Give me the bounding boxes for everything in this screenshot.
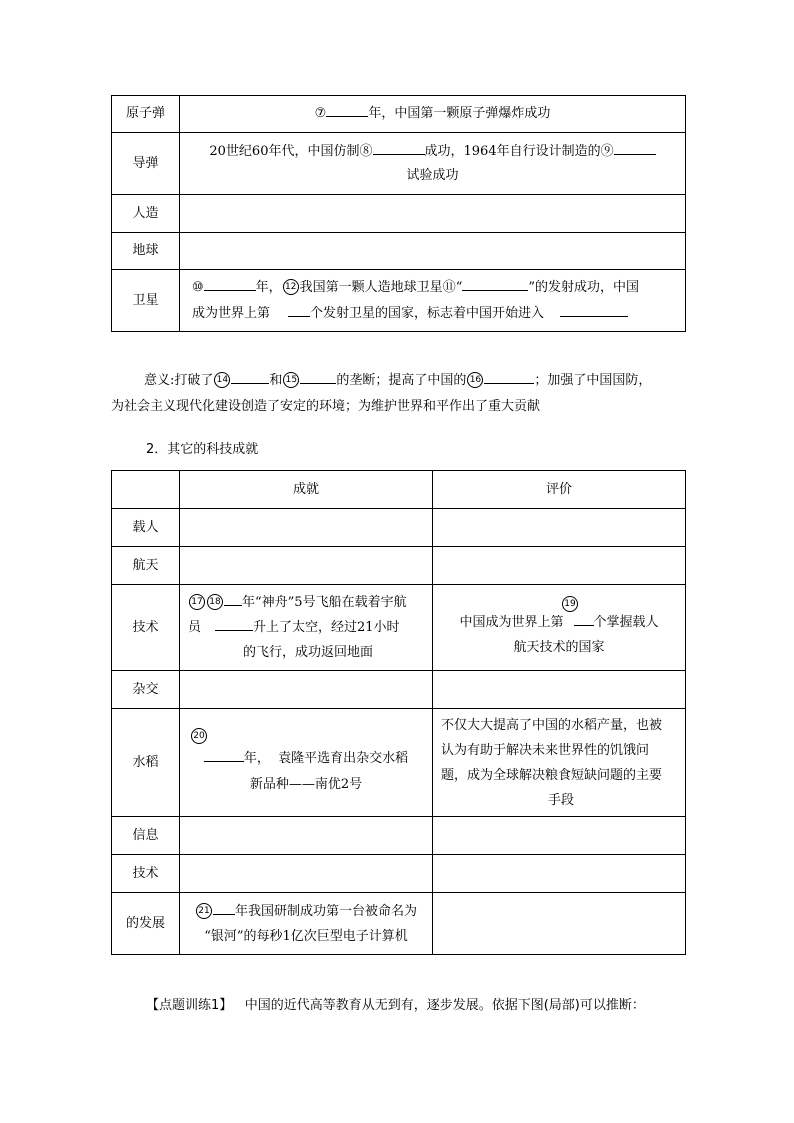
number-15: 15 (283, 372, 299, 388)
rice-eval-line-2: 认为有助于解决未来世界性的饥饿问 (441, 742, 650, 758)
satellite-cell (180, 270, 686, 332)
empty-cell (433, 817, 686, 855)
empty-cell (433, 547, 686, 585)
rice-text-3: 新品种——南优2号 (249, 776, 363, 792)
significance-paragraph (111, 368, 691, 420)
sat-text-6: 个发射卫星的国家，标志着中国开始进入 (310, 305, 545, 321)
number-18: 18 (207, 594, 223, 610)
blank-14 (231, 368, 269, 384)
number-16: 16 (467, 372, 483, 388)
empty-cell (433, 855, 686, 893)
missile-cell (180, 133, 686, 195)
row-label-rice-2: 水稻 (112, 709, 180, 817)
manned-evaluation-cell (433, 585, 686, 671)
para-text-c: 的垄断；提高了中国的 (336, 373, 467, 388)
blank-18 (215, 615, 253, 631)
empty-cell (433, 671, 686, 709)
missile-text-b: 成功，1964年自行设计制造的 (424, 144, 601, 159)
manned-achievement-cell (180, 585, 433, 671)
empty-cell (180, 671, 433, 709)
manned-text-2: 员 (188, 620, 202, 635)
manned-eval-text-c: 航天技术的国家 (513, 639, 605, 655)
atomic-bomb-text: 年，中国第一颗原子弹爆炸成功 (368, 106, 551, 121)
row-label-info-1: 信息 (112, 817, 180, 855)
blank-16 (484, 368, 534, 384)
blank-8 (373, 139, 425, 155)
missile-text-line2: 试验成功 (406, 168, 459, 183)
empty-cell (180, 855, 433, 893)
empty-cell (180, 547, 433, 585)
practice-question (146, 993, 706, 1019)
blank-20 (204, 746, 244, 762)
atomic-bomb-cell (180, 96, 686, 133)
blank-sat-end (560, 301, 628, 317)
missile-text-a: 20世纪60年代，中国仿制 (209, 144, 360, 159)
number-12: 12 (283, 279, 299, 295)
number-10: ⑩ (192, 279, 204, 295)
empty-cell (180, 817, 433, 855)
rice-eval-line-4: 手段 (547, 792, 574, 808)
info-text-1: 年我国研制成功第一台被命名为 (234, 903, 417, 919)
satellite-empty-2 (180, 233, 686, 270)
para-line-2: 为社会主义现代化建设创造了安定的环境；为维护世界和平作出了重大贡献 (111, 399, 541, 414)
row-label-satellite-2: 地球 (112, 233, 180, 270)
rice-eval-line-3: 题，成为全球解决粮食短缺问题的主要 (441, 767, 663, 783)
para-text-d: ；加强了中国国防， (534, 373, 652, 388)
sat-text-2: 我国第一颗人造地球卫星 (299, 279, 443, 295)
manned-text-4: 的飞行，成功返回地面 (242, 645, 373, 660)
row-label-rice-1: 杂交 (112, 671, 180, 709)
rice-achievement-cell (180, 709, 433, 817)
row-label-manned-1: 载人 (112, 509, 180, 547)
blank-17 (224, 590, 242, 606)
row-label-manned-2: 航天 (112, 547, 180, 585)
sat-text-5: 成为世界上第 (192, 305, 271, 321)
practice-text: 中国的近代高等教育从无到有，逐步发展。依据下图(局部)可以推断： (244, 998, 645, 1013)
row-label-info-2: 技术 (112, 855, 180, 893)
info-achievement-cell (180, 893, 433, 955)
number-20: 20 (191, 728, 207, 744)
blank-13 (288, 301, 310, 317)
manned-text-1: 年“神舟”5号飞船在载着宇航 (242, 595, 407, 610)
rice-text-2: 袁隆平选育出杂交水稻 (278, 750, 409, 766)
blank-11 (462, 275, 528, 291)
number-19: 19 (562, 596, 578, 612)
rice-evaluation-cell (433, 709, 686, 817)
achievement-table-1 (111, 95, 686, 332)
blank-19 (574, 610, 594, 626)
satellite-empty-1 (180, 195, 686, 233)
rice-eval-line-1: 不仅大大提高了中国的水稻产量，也被 (441, 717, 663, 733)
sat-text-1: 年， (255, 279, 282, 295)
number-9: ⑨ (600, 144, 614, 159)
blank-7 (326, 101, 368, 117)
number-11: ⑪ (442, 279, 456, 295)
row-label-missile: 导弹 (112, 133, 180, 195)
header-evaluation: 评价 (433, 471, 686, 509)
row-label-satellite-3: 卫星 (112, 270, 180, 332)
number-21: 21 (196, 903, 212, 919)
para-text-a: 意义:打破了 (144, 373, 214, 388)
blank-9 (614, 139, 656, 155)
number-14: 14 (214, 372, 230, 388)
sat-text-3: “ (455, 279, 463, 295)
header-achievement: 成就 (180, 471, 433, 509)
manned-text-3: 升上了太空，经过21小时 (253, 620, 400, 635)
manned-eval-text-a: 中国成为世界上第 (459, 614, 564, 630)
number-7: ⑦ (314, 106, 327, 121)
row-label-info-3: 的发展 (112, 893, 180, 955)
empty-cell (433, 893, 686, 955)
manned-eval-text-b: 个掌握载人 (593, 614, 659, 630)
row-label-satellite-1: 人造 (112, 195, 180, 233)
empty-cell (433, 509, 686, 547)
achievement-table-2 (111, 470, 686, 955)
sat-text-4: ”的发射成功，中国 (528, 279, 640, 295)
number-17: 17 (189, 594, 205, 610)
blank-10 (204, 275, 256, 291)
info-text-2: “银河”的每秒1亿次巨型电子计算机 (204, 928, 408, 944)
number-8: ⑧ (359, 144, 373, 159)
para-text-b: 和 (269, 373, 283, 388)
empty-cell (180, 509, 433, 547)
practice-tag: 【点题训练1】 (146, 998, 233, 1013)
rice-text-1: 年， (243, 750, 270, 766)
row-label-manned-3: 技术 (112, 585, 180, 671)
blank-15 (300, 368, 336, 384)
header-empty (112, 471, 180, 509)
row-label-atomic-bomb: 原子弹 (112, 96, 180, 133)
blank-21 (213, 899, 235, 915)
section-heading: 2．其它的科技成就 (146, 442, 259, 457)
